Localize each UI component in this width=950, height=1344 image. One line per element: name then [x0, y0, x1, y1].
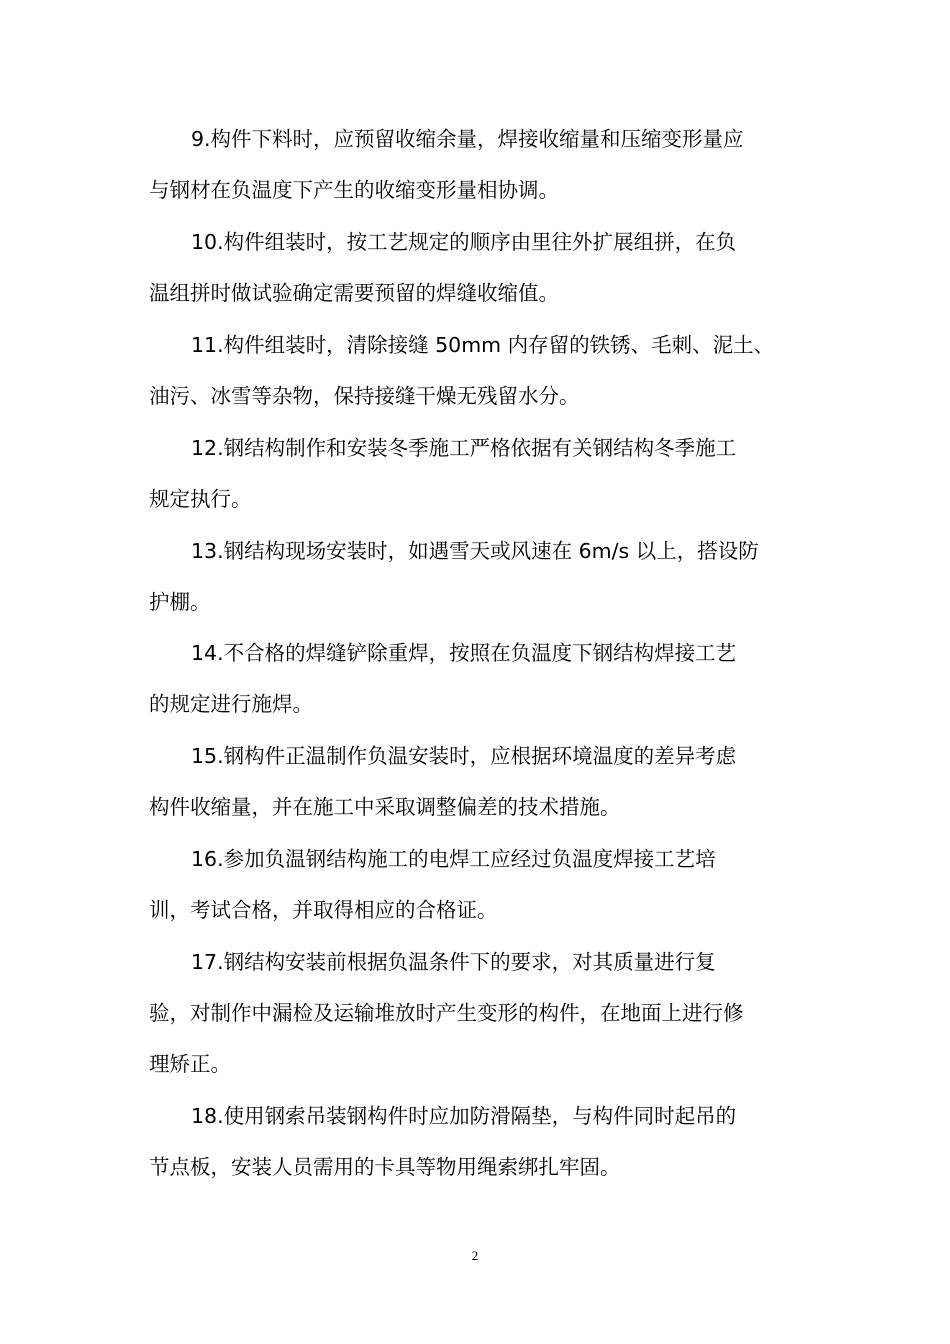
item-18-line-1: 18.使用钢索吊装钢构件时应加防滑隔垫，与构件同时起吊的	[191, 1104, 737, 1128]
item-10-line-1: 10.构件组装时，按工艺规定的顺序由里往外扩展组拼，在负	[191, 230, 737, 254]
item-17-line-3: 理矫正。	[149, 1052, 231, 1076]
item-15-line-1: 15.钢构件正温制作负温安装时，应根据环境温度的差异考虑	[191, 744, 737, 768]
item-12-line-1: 12.钢结构制作和安装冬季施工严格依据有关钢结构冬季施工	[191, 436, 737, 460]
item-14-line-2: 的规定进行施焊。	[149, 692, 313, 716]
item-13-line-2: 护棚。	[149, 590, 211, 614]
item-17-line-2: 验，对制作中漏检及运输堆放时产生变形的构件，在地面上进行修	[149, 1001, 744, 1025]
item-18-line-2: 节点板，安装人员需用的卡具等物用绳索绑扎牢固。	[149, 1155, 621, 1179]
item-16-line-2: 训，考试合格，并取得相应的合格证。	[149, 898, 498, 922]
item-11-line-2: 油污、冰雪等杂物，保持接缝干燥无残留水分。	[149, 384, 580, 408]
item-17-line-1: 17.钢结构安装前根据负温条件下的要求，对其质量进行复	[191, 950, 716, 974]
page-number: 2	[471, 1248, 479, 1263]
item-10-line-2: 温组拼时做试验确定需要预留的焊缝收缩值。	[149, 281, 559, 305]
item-9-line-1: 9.构件下料时，应预留收缩余量，焊接收缩量和压缩变形量应	[191, 127, 744, 151]
item-9-line-2: 与钢材在负温度下产生的收缩变形量相协调。	[149, 178, 559, 202]
item-13-line-1: 13.钢结构现场安装时，如遇雪天或风速在 6m/s 以上，搭设防	[191, 539, 759, 563]
item-14-line-1: 14.不合格的焊缝铲除重焊，按照在负温度下钢结构焊接工艺	[191, 641, 737, 665]
item-15-line-2: 构件收缩量，并在施工中采取调整偏差的技术措施。	[149, 795, 621, 819]
item-12-line-2: 规定执行。	[149, 487, 252, 511]
item-11-line-1: 11.构件组装时，清除接缝 50mm 内存留的铁锈、毛刺、泥土、	[191, 333, 775, 357]
item-16-line-1: 16.参加负温钢结构施工的电焊工应经过负温度焊接工艺培	[191, 847, 716, 871]
